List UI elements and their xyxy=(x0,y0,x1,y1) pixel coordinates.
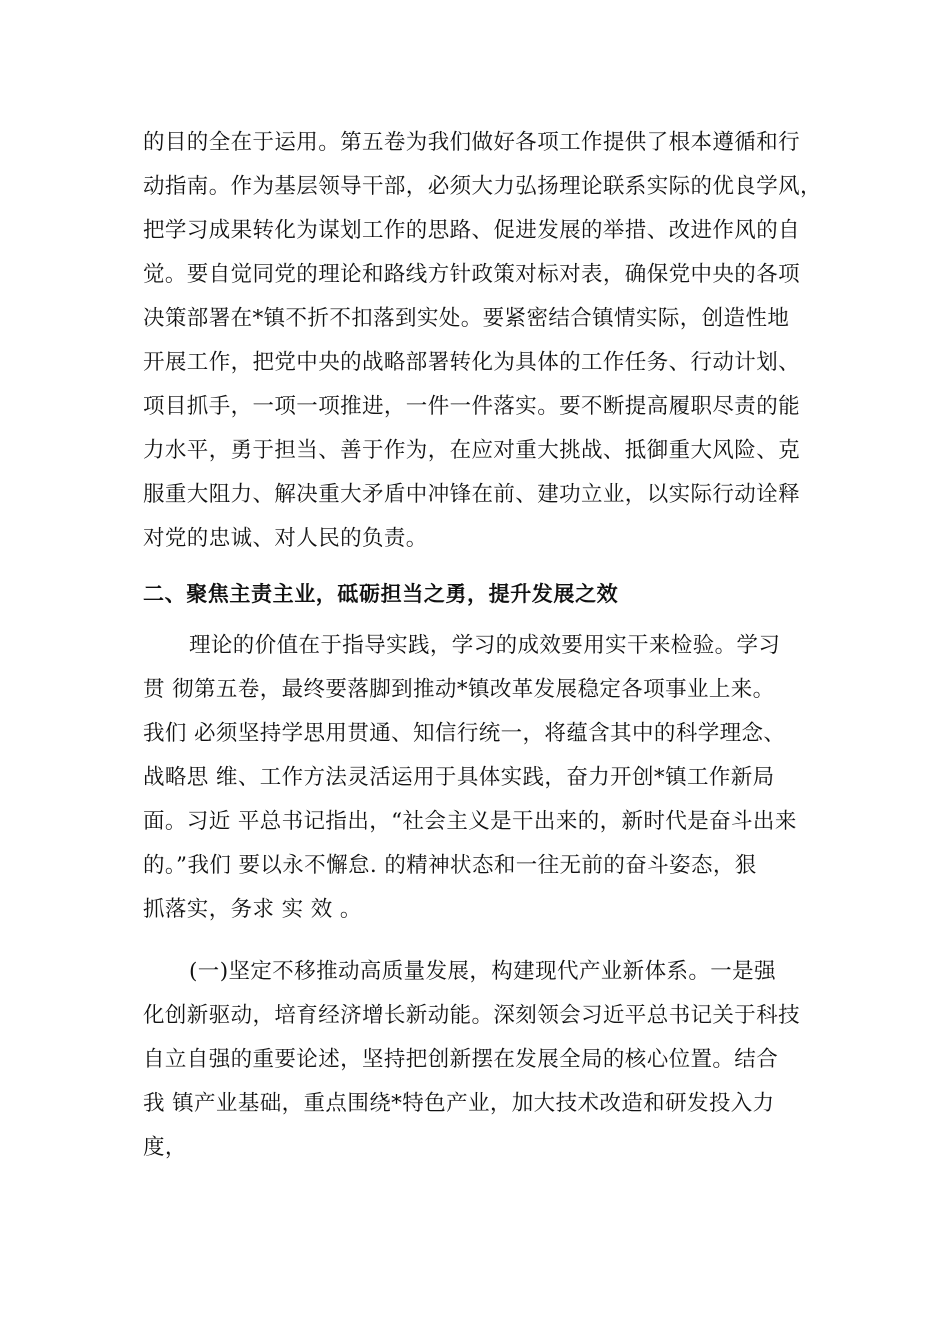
paragraph-3-line-1: (一)坚定不移推动高质量发展，构建现代产业新体系。一是强 xyxy=(189,959,776,984)
paragraph-3-line-3: 自立自强的重要论述，坚持把创新摆在发展全局的核心位置。结合 xyxy=(143,1047,779,1072)
paragraph-2-line-6: 的。”我们 要以永不懈怠. 的精神状态和一往无前的奋斗姿态，狠 xyxy=(143,853,757,878)
paragraph-1-line-8: 力水平，勇于担当、善于作为，在应对重大挑战、抵御重大风险、克 xyxy=(143,438,801,463)
paragraph-3-line-2: 化创新驱动，培育经济增长新动能。深刻领会习近平总书记关于科技 xyxy=(143,1003,801,1028)
paragraph-1-line-2: 动指南。作为基层领导干部，必须大力弘扬理论联系实际的优良学风， xyxy=(143,174,822,199)
paragraph-2-line-4: 战略思 维、工作方法灵活运用于具体实践，奋力开创*镇工作新局 xyxy=(143,765,775,790)
paragraph-3-line-5: 度， xyxy=(143,1135,187,1160)
paragraph-2-line-5: 面。习近 平总书记指出，“社会主义是干出来的，新时代是奋斗出来 xyxy=(143,809,797,834)
paragraph-1-line-5: 决策部署在*镇不折不扣落到实处。要紧密结合镇情实际，创造性地 xyxy=(143,306,790,331)
paragraph-2-line-7: 抓落实，务求 实 效 。 xyxy=(143,897,362,922)
paragraph-1-line-9: 服重大阻力、解决重大矛盾中冲锋在前、建功立业，以实际行动诠释 xyxy=(143,482,801,507)
paragraph-2-line-2: 贯 彻第五卷，最终要落脚到推动*镇改革发展稳定各项事业上来。 xyxy=(143,677,775,702)
paragraph-2-line-1: 理论的价值在于指导实践，学习的成效要用实干来检验。学习 xyxy=(189,633,781,658)
paragraph-1-line-3: 把学习成果转化为谋划工作的思路、促进发展的举措、改进作风的自 xyxy=(143,218,801,243)
paragraph-1-line-6: 开展工作，把党中央的战略部署转化为具体的工作任务、行动计划、 xyxy=(143,350,801,375)
paragraph-1-line-1: 的目的全在于运用。第五卷为我们做好各项工作提供了根本遵循和行 xyxy=(143,130,801,155)
section-heading-2: 二、聚焦主责主业，砥砺担当之勇，提升发展之效 xyxy=(143,582,619,606)
paragraph-1-line-4: 觉。要自觉同党的理论和路线方针政策对标对表，确保党中央的各项 xyxy=(143,262,801,287)
paragraph-3-line-4: 我 镇产业基础，重点围绕*特色产业，加大技术改造和研发投入力 xyxy=(143,1091,775,1116)
paragraph-1-line-10: 对党的忠诚、对人民的负责。 xyxy=(143,526,428,551)
paragraph-2-line-3: 我们 必须坚持学思用贯通、知信行统一，将蕴含其中的科学理念、 xyxy=(143,721,786,746)
paragraph-1-line-7: 项目抓手，一项一项推进，一件一件落实。要不断提高履职尽责的能 xyxy=(143,394,801,419)
